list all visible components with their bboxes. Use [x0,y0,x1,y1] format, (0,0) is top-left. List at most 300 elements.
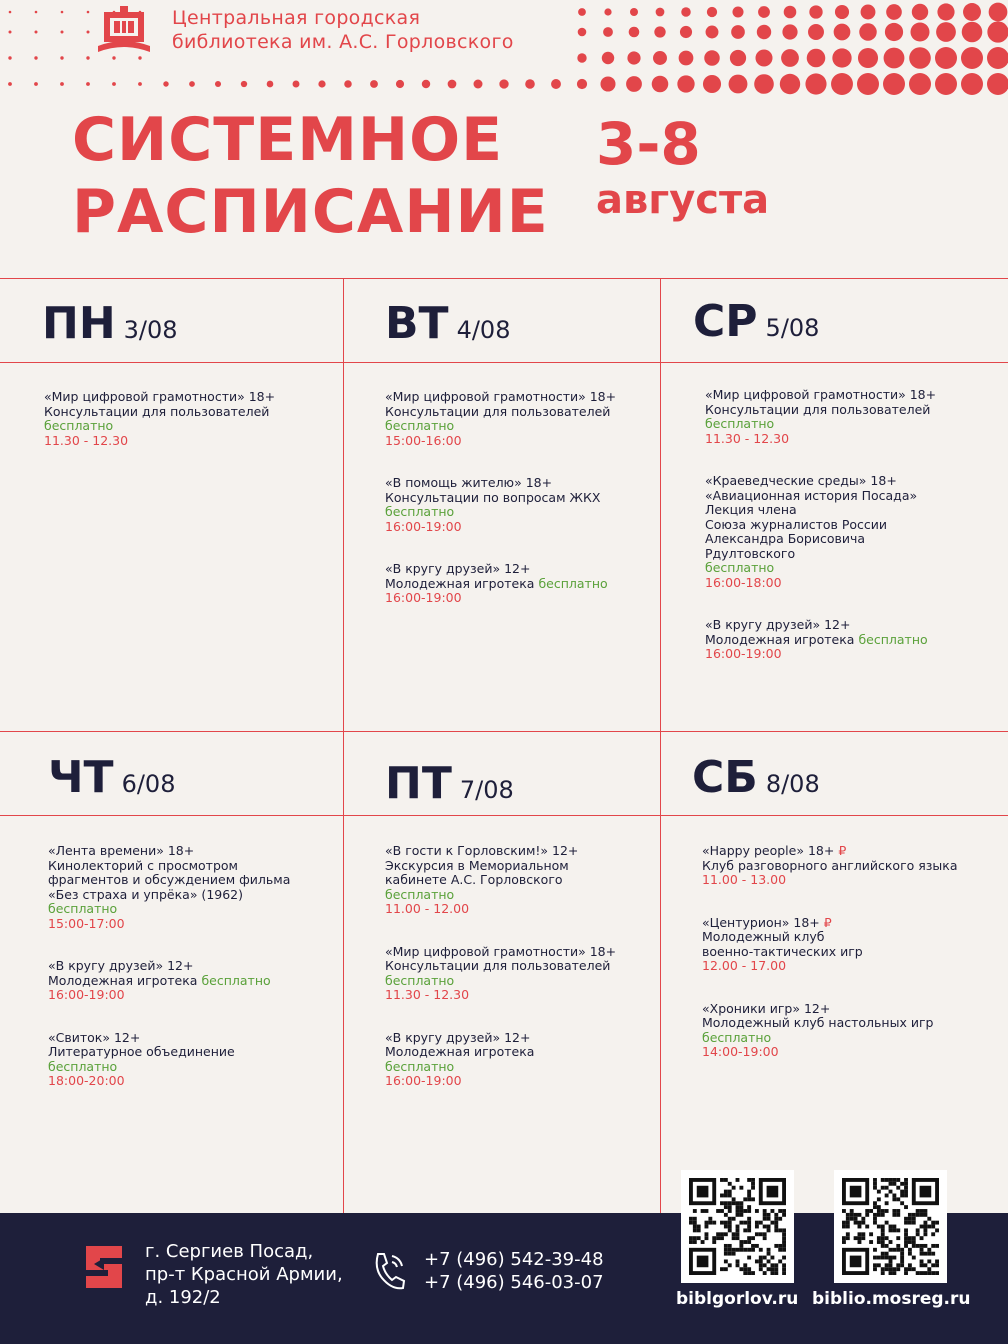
event-time: 15:00-17:00 [48,915,125,931]
qr-code-icon [842,1178,939,1275]
qr-module [892,1228,896,1232]
qr-module [736,1205,740,1209]
qr-module [755,1221,759,1225]
event-item [705,388,936,446]
decorative-dot [912,4,928,20]
qr-module [846,1217,850,1221]
event-text [48,959,290,974]
decorative-dot [780,74,800,94]
qr-module [782,1240,786,1244]
qr-module [861,1232,865,1236]
event-line: «В помощь жителю» 18+ [385,475,553,490]
qr-module [923,1228,927,1232]
qr-module [904,1217,908,1221]
qr-module [728,1252,732,1256]
qr-module [892,1271,896,1275]
decorative-dot [731,25,745,39]
phone-2[interactable]: +7 (496) 546-03-07 [424,1272,604,1293]
qr-module [877,1236,881,1240]
qr-module [900,1182,904,1186]
event-line: Экскурсия в Мемориальном [385,857,569,873]
qr-module [759,1232,763,1236]
qr-module [747,1209,751,1213]
qr-module [904,1186,908,1190]
library-name-line1: Центральная городская [172,7,421,29]
decorative-dot [604,8,611,15]
qr-module [885,1244,889,1248]
decorative-dot [732,6,743,17]
qr-module [743,1271,747,1275]
decorative-dot [935,73,957,95]
qr-module [774,1267,778,1271]
qr-module [885,1178,889,1182]
qr-module [892,1197,896,1201]
qr-module [877,1197,881,1201]
event-text [385,476,616,491]
paid-badge: ₽ [838,843,847,858]
event-line: Консультации по вопросам ЖКХ [385,489,601,505]
qr-module [916,1232,920,1236]
qr-module [885,1209,889,1213]
qr-module [877,1263,881,1267]
qr-module [931,1244,935,1248]
qr-module [850,1256,862,1268]
event-item [385,476,616,534]
qr-module [689,1217,693,1221]
qr-module [912,1213,916,1217]
event-list [702,844,958,1088]
decorative-dot [630,8,638,16]
qr-module [842,1209,846,1213]
day-date: 7/08 [459,776,514,804]
qr-module [736,1232,740,1236]
event-text [48,859,290,874]
qr-module [755,1232,759,1236]
qr-module [885,1221,889,1225]
qr-module [885,1186,889,1190]
qr-module [892,1225,896,1229]
decorative-dot [809,5,822,18]
event-text [705,474,936,489]
decorative-dot [87,11,90,14]
qr-module [747,1271,751,1275]
decorative-dot [9,11,12,14]
divider [0,731,1008,732]
qr-module [751,1271,755,1275]
qr-module [736,1236,740,1240]
decorative-dot [937,3,954,20]
decorative-dot [603,27,613,37]
qr-module [720,1209,724,1213]
qr-module [767,1248,771,1252]
event-text [385,577,616,592]
qr-module [712,1236,716,1240]
free-label: бесплатно [385,418,455,433]
qr-module [774,1271,778,1275]
event-line: Лекция члена [705,502,797,517]
qr-module [739,1205,743,1209]
event-text [48,844,290,859]
qr-module [751,1236,755,1240]
qr-module [885,1194,889,1198]
decorative-dot [626,76,642,92]
qr-module [881,1228,885,1232]
decorative-dot [755,49,772,66]
qr-module [927,1252,931,1256]
qr-module [782,1213,786,1217]
qr-module [763,1236,767,1240]
qr-module [747,1205,751,1209]
decorative-dot [551,79,561,89]
qr-module [896,1209,900,1213]
decorative-dot [784,6,797,19]
decorative-dot [805,73,826,94]
event-time: 16:00-19:00 [385,1073,462,1088]
qr-module [712,1240,716,1244]
event-line: «Мир цифровой грамотности» 18+ [385,943,617,959]
qr-module [908,1221,912,1225]
qr-module [747,1190,751,1194]
event-line: «В кругу друзей» 12+ [385,561,531,576]
decorative-dot [781,49,799,67]
qr-module [736,1225,740,1229]
qr-module [881,1178,885,1182]
qr-module [743,1209,747,1213]
event-text [48,873,290,888]
decorative-dot [577,53,586,62]
qr-module [892,1256,896,1260]
event-text [48,1045,290,1060]
free-label: бесплатно [702,1029,772,1045]
qr-module [782,1248,786,1252]
qr-module [885,1252,889,1256]
qr-module [767,1252,771,1256]
divider [343,278,344,1213]
decorative-dot [8,56,11,59]
qr-module [778,1248,782,1252]
qr-module [736,1213,740,1217]
qr-module [912,1256,916,1260]
decorative-dot [267,81,274,88]
qr-module [908,1252,912,1256]
qr-module [724,1190,728,1194]
divider [0,362,1008,363]
qr-module [892,1182,896,1186]
qr-module [896,1186,900,1190]
qr-module [739,1213,743,1217]
qr-module [850,1213,854,1217]
library-logo-icon [96,6,152,56]
decorative-dot [961,47,983,69]
decorative-dot [754,74,774,94]
qr-module [923,1252,927,1256]
qr-module [732,1236,736,1240]
divider [660,278,661,1213]
event-list [44,390,275,476]
qr-module [896,1244,900,1248]
event-text [44,405,275,420]
qr-module [743,1248,747,1252]
qr-module [755,1225,759,1229]
qr-module [889,1256,893,1260]
day-header [385,758,514,809]
qr-module [923,1221,927,1225]
event-line: Молодежная игротека [48,972,198,988]
qr-module [854,1213,858,1217]
event-line: «Свиток» 12+ [48,1029,141,1045]
decorative-dot [112,82,116,86]
qr-module [693,1236,697,1240]
free-label: бесплатно [201,972,271,988]
qr-module [732,1217,736,1221]
qr-module [881,1209,885,1213]
qr-module [716,1232,720,1236]
qr-module [869,1240,873,1244]
qr-code-biblgorlov[interactable] [681,1170,794,1283]
event-text [385,873,616,888]
event-time: 14:00-19:00 [702,1044,779,1059]
decorative-dot [602,52,614,64]
qr-module [904,1240,908,1244]
qr-module [759,1267,763,1271]
qr-module [889,1182,893,1186]
decorative-dot [61,31,64,34]
event-text [385,1045,616,1060]
qr-module [889,1263,893,1267]
qr-module [935,1221,939,1225]
qr-module [720,1267,724,1271]
qr-module [920,1252,924,1256]
qr-module [751,1178,755,1182]
qr-module [728,1182,732,1186]
qr-module [724,1259,728,1263]
decorative-dot [704,50,719,65]
qr-module [693,1225,697,1229]
event-line: Консультации для пользователей [385,958,611,973]
qr-module [931,1225,935,1229]
qr-module [739,1209,743,1213]
qr-module [751,1186,755,1190]
qr-module [904,1228,908,1232]
qr-module [728,1217,732,1221]
qr-module [739,1201,743,1205]
event-text [702,859,958,874]
qr-module [767,1259,771,1263]
qr-module [689,1221,693,1225]
qr-module [923,1244,927,1248]
qr-module [739,1221,743,1225]
qr-module [881,1244,885,1248]
decorative-dot [885,23,903,41]
event-text [385,859,616,874]
free-label: бесплатно [48,1058,118,1074]
decorative-dot [832,48,851,67]
decorative-dot [680,26,692,38]
event-line: Литературное объединение [48,1044,235,1059]
event-line: Клуб разговорного английского языка [702,857,958,873]
qr-module [896,1228,900,1232]
decorative-dot [858,48,878,68]
qr-module [736,1178,740,1182]
decorative-dot [318,80,325,87]
qr-module [743,1228,747,1232]
qr-module [751,1197,755,1201]
qr-module [763,1217,767,1221]
qr-module [763,1232,767,1236]
qr-module [767,1225,771,1229]
qr-module [767,1228,771,1232]
qr-module [767,1186,779,1198]
qr-code-biblio-mosreg[interactable] [834,1170,947,1283]
event-time: 12.00 - 17.00 [702,958,787,973]
qr-module [896,1213,900,1217]
decorative-dot [60,82,64,86]
decorative-dot [344,80,352,88]
event-line: Молодежный клуб настольных игр [702,1015,934,1030]
free-label: бесплатно [385,972,455,988]
qr-module [881,1186,885,1190]
qr-module [770,1267,774,1271]
event-text [705,489,936,504]
qr-module [724,1213,728,1217]
event-time: 16:00-19:00 [705,646,782,661]
event-line: кабинете А.С. Горловского [385,872,563,887]
day-header [692,752,820,803]
day-header [48,752,175,803]
day-name: СР [693,296,758,347]
decorative-dot [861,5,876,20]
qr-module [885,1236,889,1240]
day-name: ПН [42,298,116,349]
qr-module [743,1267,747,1271]
qr-module [873,1213,877,1217]
qr-module [923,1232,927,1236]
free-label: бесплатно [385,886,455,902]
decorative-dot [987,47,1008,69]
qr-module [920,1271,924,1275]
qr-module [920,1213,924,1217]
phone-1[interactable]: +7 (496) 542-39-48 [424,1249,604,1270]
qr-module [896,1263,900,1267]
qr-module [931,1271,935,1275]
qr-module [846,1221,850,1225]
decorative-dot [422,80,430,88]
decorative-dot [909,47,931,69]
qr-module [767,1217,771,1221]
decorative-dot [86,56,89,59]
qr-module [739,1244,743,1248]
qr-module [900,1248,904,1252]
event-line: Молодежный клуб [702,929,825,944]
event-item [385,390,616,448]
event-text [705,532,936,547]
qr-module [877,1225,881,1229]
event-text [702,844,958,859]
qr-module [935,1228,939,1232]
qr-module [842,1240,846,1244]
qr-module [892,1213,896,1217]
title-line1: СИСТЕМНОЕ [72,105,504,175]
decorative-dot [87,31,90,34]
site-link-biblio-mosreg[interactable]: biblio.mosreg.ru [812,1289,971,1309]
qr-module [720,1201,724,1205]
decorative-dot [884,48,905,69]
event-time: 11.30 - 12.30 [705,430,790,446]
qr-module [892,1248,896,1252]
event-item [48,959,290,1003]
qr-module [889,1190,893,1194]
qr-module [877,1190,881,1194]
qr-module [904,1182,908,1186]
qr-module [693,1217,697,1221]
event-line: «Лента времени» 18+ [48,843,195,858]
qr-module [865,1225,869,1229]
qr-module [759,1259,763,1263]
event-line: «Мир цифровой грамотности» 18+ [705,387,937,402]
qr-module [896,1267,900,1271]
qr-module [693,1228,697,1232]
event-time: 16:00-18:00 [705,574,782,590]
decorative-dot [987,21,1008,42]
event-time: 11.30 - 12.30 [44,432,129,448]
qr-module [912,1244,916,1248]
title-line2: РАСПИСАНИЕ [72,177,549,247]
qr-module [877,1240,881,1244]
qr-module [889,1248,893,1252]
day-header [693,296,819,347]
event-line: «Happy people» 18+ [702,843,835,858]
qr-module [751,1244,755,1248]
decorative-dot [112,56,115,59]
decorative-dot [34,56,37,59]
qr-module [712,1221,716,1225]
qr-module [861,1221,865,1225]
qr-module [881,1267,885,1271]
qr-module [782,1256,786,1260]
site-link-biblgorlov[interactable]: biblgorlov.ru [676,1289,799,1309]
day-date: 8/08 [765,770,820,798]
qr-module [763,1263,767,1267]
qr-module [908,1236,912,1240]
event-line: Рдултовского [705,545,796,561]
decorative-dot [782,24,797,39]
qr-module [739,1240,743,1244]
qr-module [900,1259,904,1263]
event-text [385,390,616,405]
qr-module [724,1248,728,1252]
qr-module [846,1236,850,1240]
decorative-dot [679,51,694,66]
qr-module [705,1225,709,1229]
event-time: 16:00-19:00 [385,518,462,534]
event-text [385,844,616,859]
qr-module [896,1197,900,1201]
event-time: 16:00-19:00 [385,590,462,605]
qr-module [931,1221,935,1225]
qr-module [935,1244,939,1248]
day-name: ЧТ [48,752,114,803]
qr-module [778,1228,782,1232]
header [0,0,1008,278]
qr-module [689,1236,693,1240]
decorative-dot [758,6,770,18]
qr-module [916,1209,920,1213]
qr-module [935,1271,939,1275]
qr-module [846,1213,850,1217]
decorative-dot [808,24,824,40]
qr-module [900,1252,904,1256]
event-line: «В кругу друзей» 12+ [385,1029,531,1045]
